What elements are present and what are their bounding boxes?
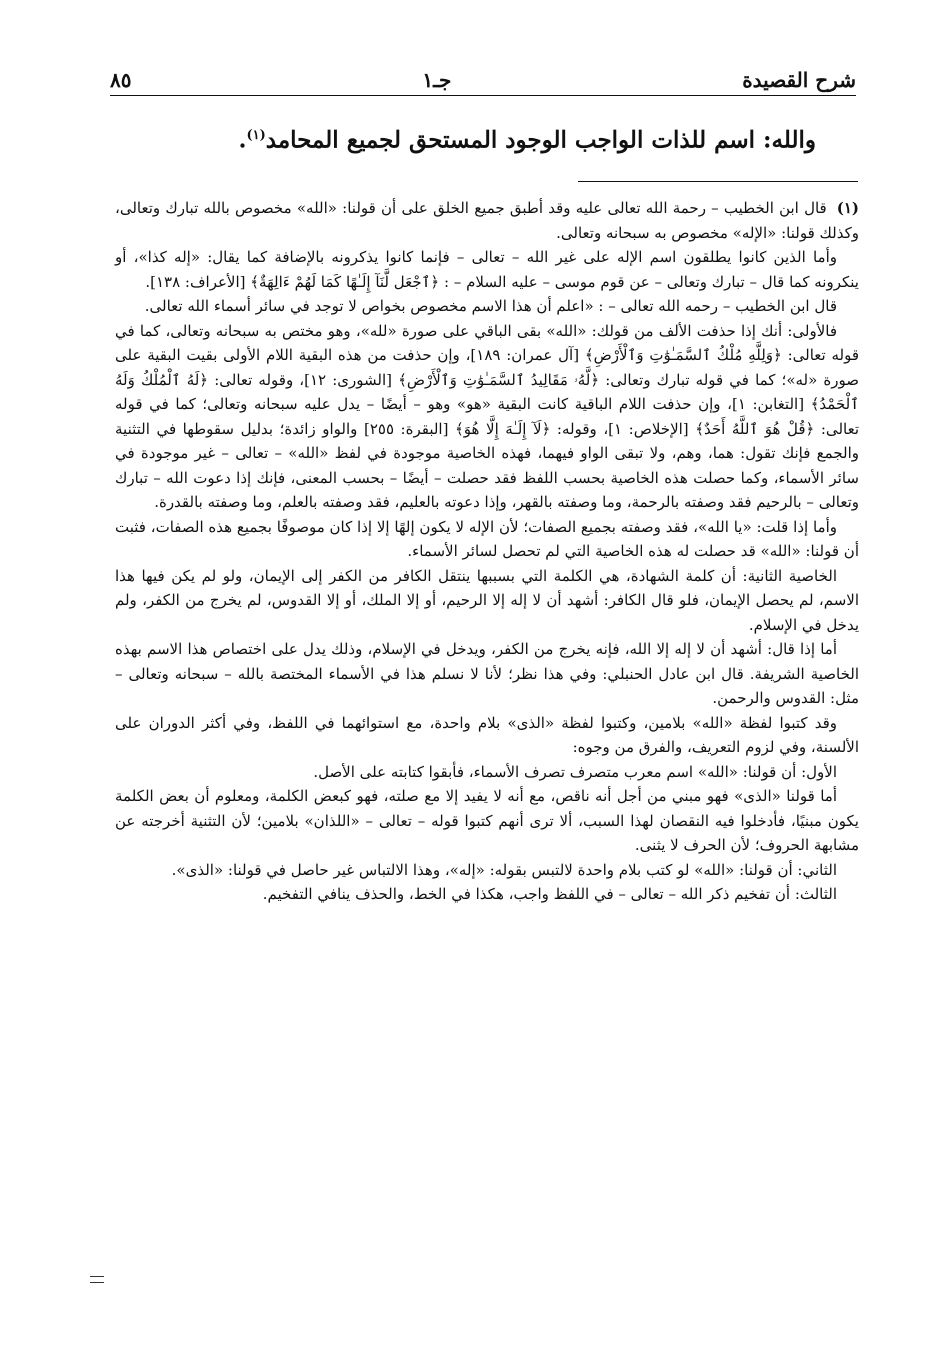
chapter-title: شرح القصيدة: [742, 68, 856, 92]
footnote-paragraph: وأما إذا قلت: «يا الله»، فقد وصفته بجميع الصفات؛ لأن الإله لا يكون إلهًا إلا إذا كان موصوفًا بجميع هذه الصفات، فثبت أن قولنا: «الله» قد حصلت له هذه الخاصية التي لم تحصل لسائر الأسماء.: [115, 517, 859, 560]
footnote-text: قال ابن الخطيب – رحمة الله تعالى عليه وقد أطبق جميع الخلق على أن قولنا: «الله» مخصوص بالله تبارك وتعالى، وكذلك قولنا: «الإله» مخصوص به سبحانه وتعالى.: [115, 199, 859, 242]
footnote-paragraph: [115, 196, 859, 245]
footnote-paragraph: فالأولى: أنك إذا حذفت الألف من قولك: «الله» بقى الباقي على صورة «لله»، وهو مختص به سبحانه وتعالى، كما في قوله تعالى: ﴿وَلِلَّهِ مُلْكُ ٱلسَّمَـٰوَٰتِ وَٱلْأَرْضِ﴾ [آل عمران: ١٨٩]، وإن حذفت من هذه البقية اللام الأولى بقيت البقية على صورة «له»؛ كما في قوله تبارك وتعالى: ﴿لَّهُۥ مَقَالِيدُ ٱلسَّمَـٰوَٰتِ وَٱلْأَرْضِ﴾ [الشورى: ١٢]، وقوله تعالى: ﴿لَهُ ٱلْمُلْكُ وَلَهُ ٱلْحَمْدُ﴾ [التغابن: ١]، وإن حذفت اللام الباقية كانت البقية «هو» وهو – أيضًا – يدل عليه سبحانه وتعالى؛ كما في قوله تعالى: ﴿قُلْ هُوَ ٱللَّهُ أَحَدٌ﴾ [الإخلاص: ١]، وقوله: ﴿لَآ إِلَـٰهَ إِلَّا هُوَ﴾ [البقرة: ٢٥٥] والواو زائدة؛ بدليل سقوطها في التثنية والجمع فإنك تقول: هما، وهم، ولا تبقى الواو فيهما، فهذه الخاصية موجودة في لفظ «الله» – تعالى – غير موجودة في سائر الأسماء، وكما حصلت هذه الخاصية بحسب اللفظ فقد حصلت – أيضًا – بحسب المعنى، فإنك إذا دعوت الله – تبارك وتعالى – بالرحيم فقد وصفته بالرحمة، وما وصفته بالقهر، وإذا دعوته بالعليم، فقد وصفته بالعلم، وما وصفته بالقدرة.: [115, 321, 860, 511]
footnote-paragraph: الثاني: أن قولنا: «الله» لو كتب بلام واحدة لالتبس بقوله: «إله»، وهذا الالتباس غير حاصل في قولنا: «الذى».: [171, 860, 837, 879]
footnote-paragraph: الخاصية الثانية: أن كلمة الشهادة، هي الكلمة التي بسببها ينتقل الكافر من الكفر إلى الإيمان، ولو لم يكن فيها هذا الاسم، لم يحصل الإيمان، فلو قال الكافر: أشهد أن لا إله إلا الرحيم، أو إلا الملك، أو إلا القدوس، لم يخرج من الكفر، ولم يدخل في الإسلام.: [115, 566, 859, 634]
footnote-paragraph: أما إذا قال: أشهد أن لا إله إلا الله، فإنه يخرج من الكفر، ويدخل في الإسلام، وذلك يدل على اختصاص هذا الاسم بهذه الخاصية الشريفة. قال ابن عادل الحنبلي: وفي هذا نظر؛ لأنا لا نسلم هذا في الأسماء المختصة بالله – سبحانه وتعالى – مثل: القدوس والرحمن.: [115, 640, 859, 707]
footnote-paragraph: الثالث: أن تفخيم ذكر الله – تعالى – في اللفظ واجب، هكذا في الخط، والحذف ينافي التفخيم.: [262, 885, 837, 903]
footnote-divider: [578, 181, 858, 182]
footnote-paragraph: قال ابن الخطيب – رحمه الله تعالى – : «اعلم أن هذا الاسم مخصوص بخواص لا توجد في سائر أسماء الله تعالى.: [144, 297, 837, 315]
footnote-paragraph: وقد كتبوا لفظة «الله» بلامين، وكتبوا لفظة «الذى» بلام واحدة، مع استوائهما في اللفظ، وفي أكثر الدوران على الألسنة، وفي لزوم التعريف، والفرق من وجوه:: [115, 713, 859, 756]
footnote-paragraph: أما قولنا «الذى» فهو مبني من أجل أنه ناقص، مع أنه لا يفيد إلا مع صلته، فهو كبعض الكلمة، ومعلوم أن بعض الكلمة يكون مبنيًا، فأدخلوا فيه النقصان لهذا السبب، ألا ترى أنهم كتبوا قوله – تعالى – «اللذان» بلامين؛ لأن التثنية أخرجته عن مشابهة الحروف؛ لأن الحرف لا يثنى.: [115, 787, 859, 854]
main-text: [200, 116, 816, 161]
footnote-number: (١): [836, 199, 859, 217]
running-header: [110, 58, 856, 92]
margin-mark: [90, 1276, 104, 1283]
footnote-paragraph: وأما الذين كانوا يطلقون اسم الإله على غير الله – تعالى – فإنما كانوا يذكرونه بالإضافة كما يقال: «إله كذا»، أو ينكرونه كما قال – تبارك وتعالى – عن قوم موسى – عليه السلام – : ﴿ٱجْعَل لَّنَآ إِلَـٰهًا كَمَا لَهُمْ ءَالِهَةٌ﴾ [الأعراف: ١٣٨].: [115, 248, 859, 291]
footnote-paragraph: الأول: أن قولنا: «الله» اسم معرب متصرف تصرف الأسماء، فأبقوا كتابته على الأصل.: [313, 762, 837, 781]
main-text-end: .: [238, 126, 247, 154]
footnote-block: [115, 196, 859, 907]
page-number: ٨٥: [110, 68, 132, 92]
main-text-body: والله: اسم للذات الواجب الوجود المستحق لجميع المحامد: [265, 126, 816, 154]
header-divider: [110, 95, 856, 96]
footnote-ref: (١): [246, 128, 266, 143]
volume-label: جـ١: [422, 68, 452, 92]
